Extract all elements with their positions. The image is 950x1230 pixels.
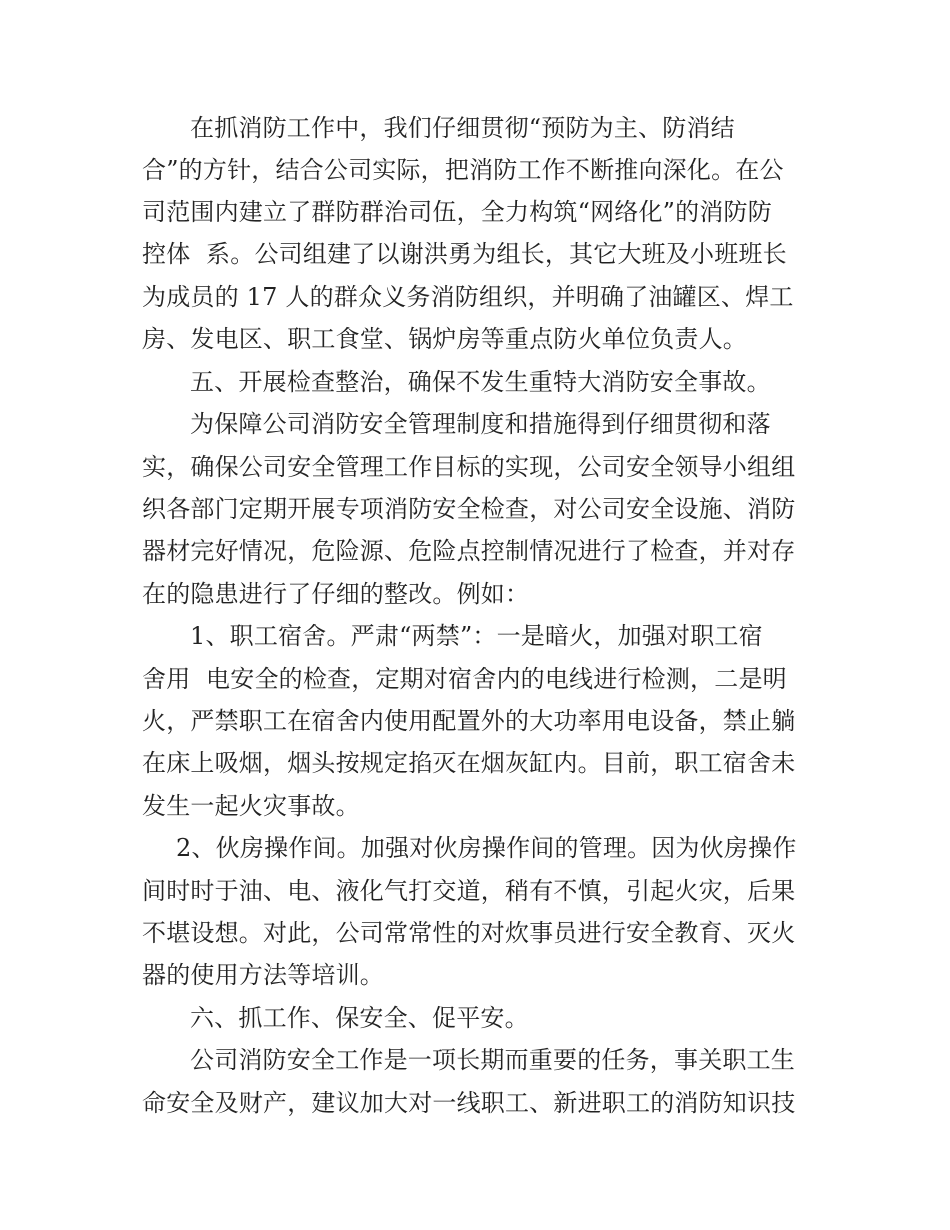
text-line: 火，严禁职工在宿舍内使用配置外的大功率用电设备，禁止躺 — [142, 707, 796, 735]
text-line: 命安全及财产，建议加大对一线职工、新进职工的消防知识技 — [142, 1089, 796, 1117]
text-line: 器的使用方法等培训。 — [142, 961, 384, 989]
list-item-heading: 2、伙房操作间。加强对伙房操作间的管理。因为伙房操作 — [176, 834, 797, 862]
text-line: 舍用 电安全的检查，定期对宿舍内的电线进行检测，二是明 — [142, 665, 787, 693]
text-line: 在床上吸烟，烟头按规定掐灭在烟灰缸内。目前，职工宿舍未 — [142, 749, 796, 777]
text-line: 实，确保公司安全管理工作目标的实现，公司安全领导小组组 — [142, 453, 796, 481]
text-line: 公司消防安全工作是一项长期而重要的任务，事关职工生 — [190, 1046, 795, 1074]
section-heading: 六、抓工作、保安全、促平安。 — [190, 1004, 529, 1032]
list-item-heading: 1、职工宿舍。严肃“两禁”：一是暗火，加强对职工宿 — [190, 622, 763, 650]
text-line: 为保障公司消防安全管理制度和措施得到仔细贯彻和落 — [190, 410, 771, 438]
text-line: 器材完好情况，危险源、危险点控制情况进行了检查，并对存 — [142, 537, 796, 565]
text-line: 在抓消防工作中，我们仔细贯彻“预防为主、防消结 — [190, 114, 735, 142]
text-line: 不堪设想。对此，公司常常性的对炊事员进行安全教育、灭火 — [142, 919, 796, 947]
text-line: 司范围内建立了群防群治司伍，全力构筑“网络化”的消防防 — [142, 198, 772, 226]
text-line: 织各部门定期开展专项消防安全检查，对公司安全设施、消防 — [142, 495, 796, 523]
section-heading: 五、开展检查整治，确保不发生重特大消防安全事故。 — [190, 368, 771, 396]
text-line: 房、发电区、职工食堂、锅炉房等重点防火单位负责人。 — [142, 325, 747, 353]
text-line: 发生一起火灾事故。 — [142, 792, 360, 820]
text-line: 间时时于油、电、液化气打交道，稍有不慎，引起火灾，后果 — [142, 877, 796, 905]
text-line: 为成员的 17 人的群众义务消防组织，并明确了油罐区、焊工 — [142, 283, 794, 311]
text-line: 合”的方针，结合公司实际，把消防工作不断推向深化。在公 — [142, 156, 784, 184]
text-line: 在的隐患进行了仔细的整改。例如： — [142, 580, 530, 608]
text-line: 控体 系。公司组建了以谢洪勇为组长，其它大班及小班班长 — [142, 240, 787, 268]
